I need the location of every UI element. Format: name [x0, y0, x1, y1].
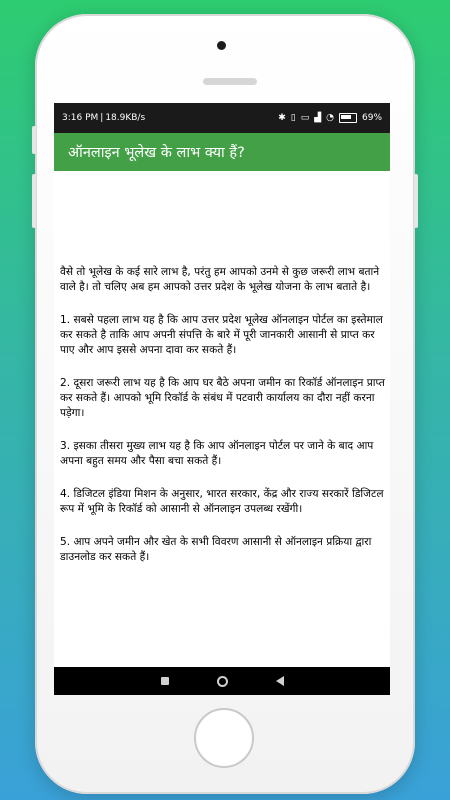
power-button	[414, 174, 418, 228]
phone-screen	[54, 103, 390, 695]
back-icon[interactable]	[276, 676, 284, 686]
benefit-paragraph-1: 1. सबसे पहला लाभ यह है कि आप उत्तर प्रदेश भूलेख ऑनलाइन पोर्टल का इस्तेमाल कर सकते है ताकि आप अपनी संपत्ति के बारे में पूरी जानकारी आसानी से प्राप्त कर पाए और आप इससे अपना दावा कर सकते हैं।	[60, 314, 383, 356]
home-icon[interactable]	[217, 676, 228, 687]
recents-icon[interactable]	[161, 677, 169, 685]
vibrate-icon: ▯	[290, 112, 296, 123]
article-content	[54, 171, 390, 679]
home-button[interactable]	[194, 708, 254, 768]
bluetooth-icon: ✱	[278, 112, 286, 123]
app-bar	[54, 133, 390, 171]
benefit-paragraph-4: 4. डिजिटल इंडिया मिशन के अनुसार, भारत सरकार, केंद्र और राज्य सरकारें डिजिटल रूप में भूमि के रिकॉर्ड को आसानी से ऑनलाइन उपलब्ध रखेंगी।	[60, 488, 384, 515]
status-left	[62, 113, 145, 123]
mute-switch	[32, 126, 36, 154]
volte-icon: ▭	[300, 112, 310, 123]
benefit-paragraph-2: 2. दूसरा जरूरी लाभ यह है कि आप घर बैठे अपना जमीन का रिकॉर्ड ऑनलाइन प्राप्त कर सकते हैं। आपको भूमि रिकॉर्ड के संबंध में पटवारी कार्यालय का दौरा नहीं करना पड़ेगा।	[60, 377, 385, 419]
status-right	[278, 113, 382, 123]
status-time: 3:16 PM	[62, 113, 99, 123]
system-nav-bar	[54, 667, 390, 695]
benefit-paragraph-5: 5. आप अपने जमीन और खेत के सभी विवरण आसानी से ऑनलाइन प्रक्रिया द्वारा डाउनलोड कर सकते हैं।	[60, 536, 372, 563]
signal-icon: ▟	[314, 112, 322, 123]
wifi-icon: ◔	[326, 112, 334, 123]
status-separator: |	[100, 113, 104, 123]
battery-icon	[339, 113, 357, 123]
volume-button	[32, 174, 36, 228]
front-camera	[217, 41, 226, 50]
benefit-paragraph-3: 3. इसका तीसरा मुख्य लाभ यह है कि आप ऑनलाइन पोर्टल पर जाने के बाद आप अपना बहुत समय और पैसा बचा सकते हैं।	[60, 440, 374, 467]
network-speed: 18.9KB/s	[105, 113, 146, 123]
battery-percent: 69%	[361, 113, 382, 123]
status-bar	[54, 103, 390, 133]
intro-paragraph: वैसे तो भूलेख के कई सारे लाभ है, परंतु हम आपको उनमे से कुछ जरूरी लाभ बताने वाले है। तो चलिए अब हम आपको उत्तर प्रदेश के भूलेख योजना के लाभ बताते है।	[60, 266, 380, 293]
page-title: ऑनलाइन भूलेख के लाभ क्या हैं?	[68, 145, 245, 161]
earpiece-speaker	[203, 78, 257, 85]
